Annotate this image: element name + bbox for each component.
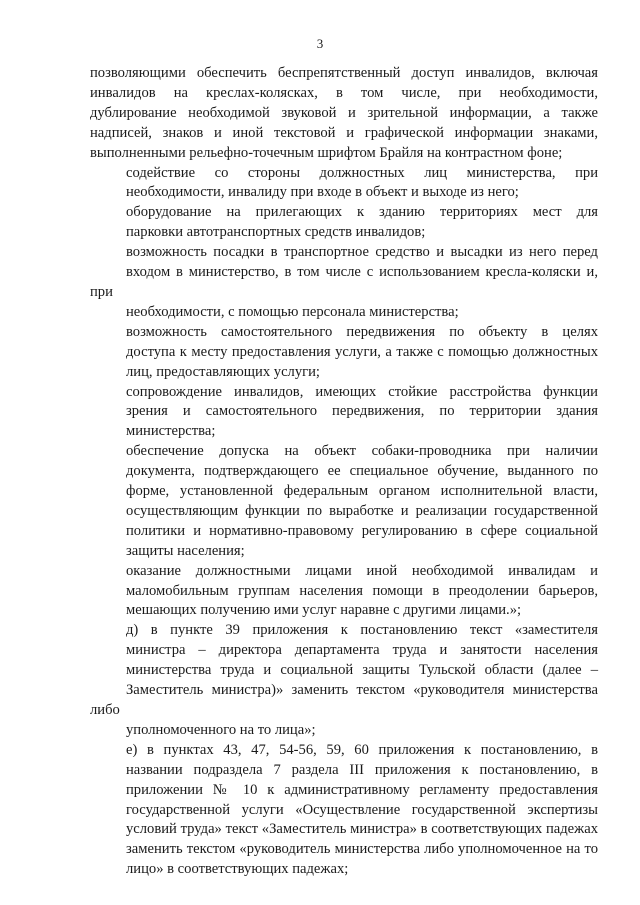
text-line: министра – директора департамента труда и занятости населения: [126, 642, 598, 659]
text-line: названии подраздела 7 раздела III приложения к постановлению, в: [126, 761, 598, 778]
text-line: доступа к месту предоставления услуги, а также с помощью должностных: [126, 343, 598, 360]
paragraph: [90, 442, 598, 561]
paragraph: [90, 203, 598, 243]
text-line: приложении № 10 к административному регламенту предоставления: [126, 781, 598, 798]
paragraph: [90, 562, 598, 622]
text-line: заменить текстом «руководитель министерства либо уполномоченное на то: [126, 841, 598, 858]
text-line: возможность посадки в транспортное средство и высадки из него перед: [126, 244, 598, 261]
text-line: возможность самостоятельного передвижения по объекту в целях: [126, 323, 598, 340]
text-line: выполненными рельефно-точечным шрифтом Брайля на контрастном фоне;: [90, 144, 563, 161]
text-line: защиты населения;: [126, 542, 245, 559]
text-line: лицо» в соответствующих падежах;: [126, 861, 349, 878]
text-line: дублирование необходимой звуковой и зрительной информации, а также: [90, 104, 598, 121]
text-line: парковки автотранспортных средств инвалидов;: [126, 224, 426, 241]
paragraph: [90, 383, 598, 443]
text-line: надписей, знаков и иной текстовой и графической информации знаками,: [90, 124, 598, 141]
paragraph: [90, 741, 598, 880]
text-line: министерства труда и социальной защиты Тульской области (далее –: [126, 662, 598, 679]
paragraph: [90, 243, 598, 323]
text-line: д) в пункте 39 приложения к постановлению текст «заместителя: [126, 622, 598, 639]
text-line: оказание должностными лицами иной необходимой инвалидам и: [126, 562, 598, 579]
text-line: уполномоченного на то лица»;: [126, 721, 316, 738]
text-line: зрения и самостоятельного передвижения, по территории здания: [126, 403, 598, 420]
paragraph: [90, 621, 598, 740]
text-line: форме, установленной федеральным органом исполнительной власти,: [126, 483, 598, 500]
paragraph: [90, 323, 598, 383]
text-line: позволяющими обеспечить беспрепятственный доступ инвалидов, включая: [90, 65, 598, 81]
text-line: Заместитель министра)» заменить текстом «руководителя министерства либо: [90, 682, 598, 718]
text-line: государственной услуги «Осуществление государственной экспертизы: [126, 801, 598, 818]
text-line: министерства;: [126, 423, 216, 440]
text-line: условий труда» текст «Заместитель министра» в соответствующих падежах: [126, 821, 598, 838]
page-number: 3: [316, 36, 324, 51]
text-line: обеспечение допуска на объект собаки-проводника при наличии: [126, 443, 598, 460]
text-line: сопровождение инвалидов, имеющих стойкие расстройства функции: [126, 383, 598, 400]
text-line: документа, подтверждающего ее специальное обучение, выданного по: [126, 463, 598, 480]
text-line: е) в пунктах 43, 47, 54-56, 59, 60 приложения к постановлению, в: [126, 741, 598, 758]
text-line: необходимости, с помощью персонала министерства;: [126, 303, 459, 320]
text-line: содействие со стороны должностных лиц министерства, при: [126, 164, 598, 181]
document-body: [90, 64, 598, 880]
paragraph: [90, 164, 598, 204]
text-line: необходимости, инвалиду при входе в объект и выходе из него;: [126, 184, 519, 201]
text-line: инвалидов на креслах-колясках, в том числе, при необходимости,: [90, 84, 598, 101]
text-line: маломобильным группам населения помощи в преодолении барьеров,: [126, 582, 598, 599]
text-line: осуществляющим функции по выработке и реализации государственной: [126, 502, 598, 519]
text-line: политики и нормативно-правовому регулированию в сфере социальной: [126, 522, 598, 539]
text-line: оборудование на прилегающих к зданию территориях мест для: [126, 204, 598, 221]
text-line: лиц, предоставляющих услуги;: [126, 363, 320, 380]
text-line: мешающих получению ими услуг наравне с другими лицами.»;: [126, 602, 522, 619]
paragraph: [90, 64, 598, 164]
text-line: входом в министерство, в том числе с использованием кресла-коляски и, при: [90, 264, 598, 300]
